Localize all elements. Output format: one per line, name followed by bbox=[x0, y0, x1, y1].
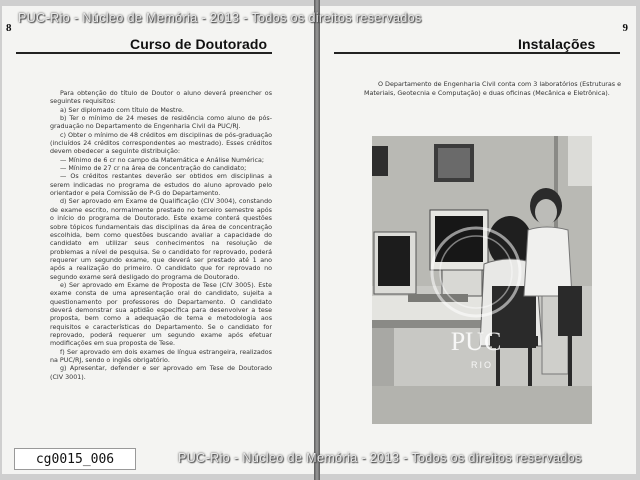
paragraph: Para obtenção do título de Doutor o aluno deverá preencher os seguintes requisitos: bbox=[50, 90, 272, 106]
paragraph: g) Apresentar, defender e ser aprovado em Tese de Doutorado (CIV 3001). bbox=[50, 365, 272, 381]
left-page bbox=[2, 6, 314, 474]
watermark-bottom: PUC-Rio - Núcleo de Memória - 2013 - Todos os direitos reservados bbox=[178, 451, 582, 465]
paragraph: — Os créditos restantes deverão ser obtidos em disciplinas a serem indicadas no programa de estudos do aluno aprovado pelo orientador e pela Comissão de P-G do Departamento. bbox=[50, 173, 272, 198]
lab-photo-illustration bbox=[372, 136, 592, 424]
paragraph: e) Ser aprovado em Exame de Proposta de Tese (CIV 3005). Este exame consta de uma apresentação oral do candidato, sujeita a questionamento por professores do Departamento. O candidato deverá demonstrar sua aptidão específica para desenvolver a tese proposta, bem como a adequação de tema e metodologia aos requisitos e características do Departamento. Se o candidato for reprovado, poderá requerer um segundo exame após efetuar modificações em sua proposta de Tese. bbox=[50, 281, 272, 348]
paragraph: — Mínimo de 27 cr na área de concentração do candidato; bbox=[60, 165, 247, 173]
instalacoes-intro-text: O Departamento de Engenharia Civil conta com 3 laboratórios (Estruturas e Materiais, Geotecnia e Computação) e duas oficinas (Mecânica e Eletrônica). bbox=[364, 80, 622, 97]
catalog-id-label: cg0015_006 bbox=[14, 448, 136, 470]
paragraph: d) Ser aprovado em Exame de Qualificação (CIV 3004), constando de exame escrito, normalmente prestado no terceiro semestre após o início do programa de Doutorado. Este exame conterá questões sobre tópicos fundamentais das disciplinas da área de concentração escolhida, bem como questões buscando avaliar a capacidade do candidato em utilizar seus conhecimentos na resolução de problemas a nível de pesquisa. Se o candidato for reprovado, poderá requerer um segundo exame, que deverá ser prestado até 1 ano após a realização do primeiro. O candidato que for reprovado no segundo exame será desligado do programa de Doutorado. bbox=[50, 198, 272, 281]
paragraph: c) Obter o mínimo de 48 créditos em disciplinas de pós-graduação (incluídos 24 créditos correspondentes ao mestrado). Esses créditos devem obedecer a seguinte distribuição: bbox=[50, 131, 272, 156]
paragraph: a) Ser diplomado com título de Mestre. bbox=[60, 106, 184, 114]
title-rule-left bbox=[16, 52, 272, 54]
paragraph: b) Ter o mínimo de 24 meses de residência como aluno de pós-graduação no Departamento de Engenharia Civil da PUC/RJ. bbox=[50, 115, 272, 131]
section-title-instalacoes: Instalações bbox=[518, 36, 596, 52]
page-number-right: 9 bbox=[622, 22, 628, 34]
paragraph: f) Ser aprovado em dois exames de língua estrangeira, realizados na PUC/RJ, sendo o inglês obrigatório. bbox=[50, 348, 272, 364]
watermark-top: PUC-Rio - Núcleo de Memória - 2013 - Todos os direitos reservados bbox=[18, 11, 422, 25]
section-title-doutorado: Curso de Doutorado bbox=[130, 36, 268, 52]
right-page bbox=[320, 6, 636, 474]
title-rule-right bbox=[334, 52, 620, 54]
lab-photo bbox=[372, 136, 592, 424]
doutorado-body-text bbox=[50, 90, 272, 382]
photo-logo-sub: RIO bbox=[470, 360, 494, 370]
page-number-left: 8 bbox=[6, 22, 12, 34]
paragraph: — Mínimo de 6 cr no campo da Matemática e Análise Numérica; bbox=[60, 156, 265, 164]
photo-logo-text: PUC bbox=[450, 327, 502, 356]
